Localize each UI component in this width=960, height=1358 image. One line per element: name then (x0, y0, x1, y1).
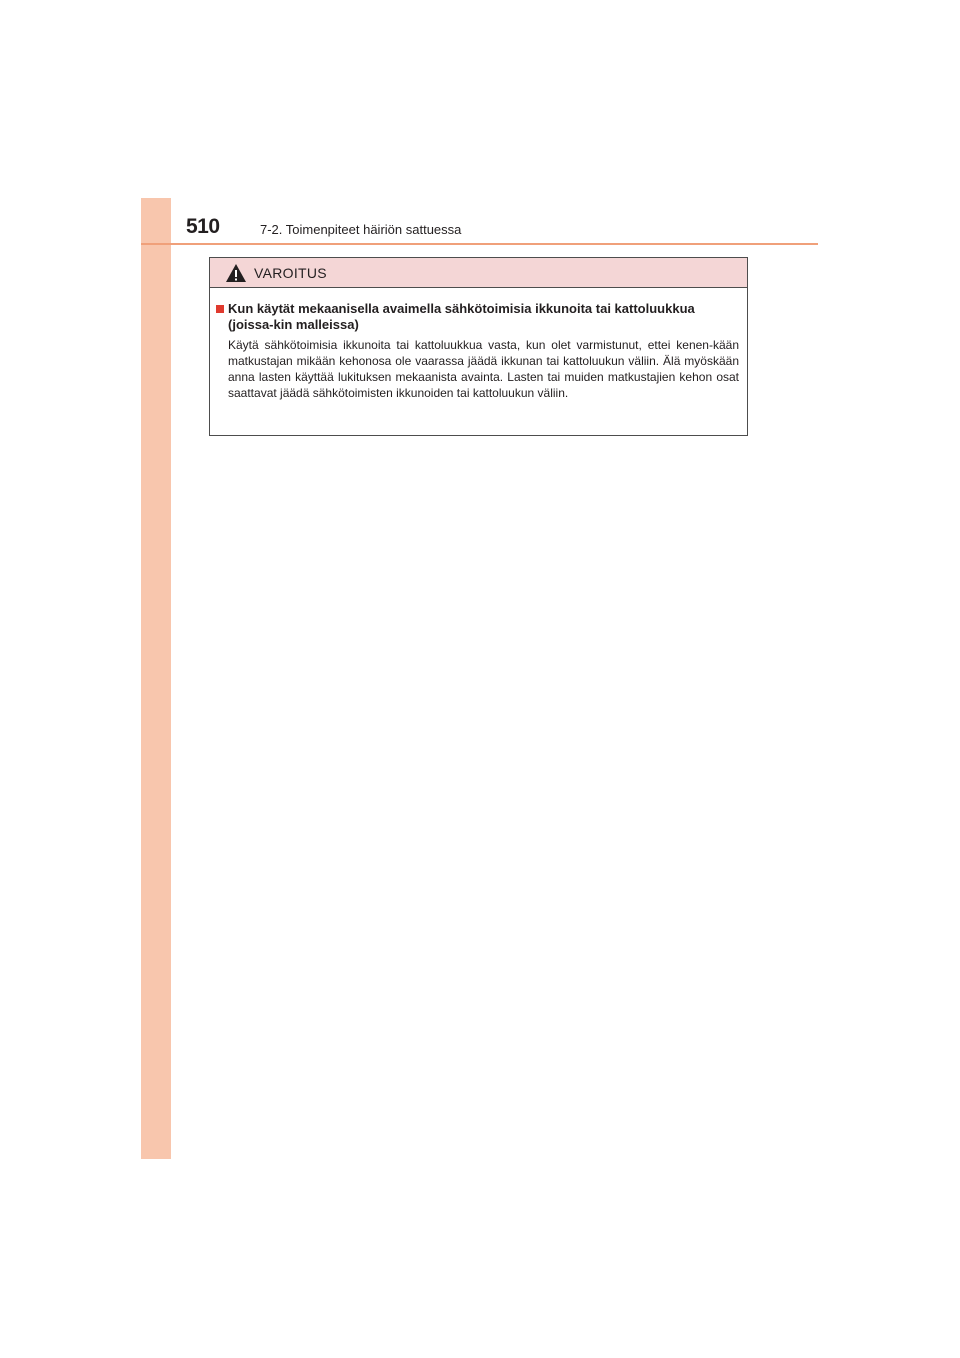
warning-header (210, 258, 747, 288)
section-title: 7-2. Toimenpiteet häiriön sattuessa (260, 222, 462, 237)
chapter-side-tab (141, 198, 171, 1159)
warning-box (209, 257, 748, 436)
header-divider (141, 243, 818, 245)
page-number: 510 (186, 215, 220, 238)
warning-label: VAROITUS (254, 264, 327, 281)
warning-item-text: Käytä sähkötoimisia ikkunoita tai kattoluukkua vasta, kun olet varmistunut, ettei kenen-kään matkustajan mikään kehonosa ole vaarassa jäädä ikkunan tai kattoluukun väliin. Älä myöskään anna lasten käyttää lukituksen mekaanista avainta. Lasten tai muiden matkustajien kehon osat saattavat jäädä sähkötoimisten ikkunoiden tai kattoluukun väliin. (228, 338, 739, 400)
warning-body (210, 288, 747, 401)
square-bullet-icon (216, 305, 224, 313)
warning-item-heading: Kun käytät mekaanisella avaimella sähkötoimisia ikkunoita tai kattoluukkua (joissa-kin malleissa) (228, 301, 695, 332)
warning-triangle-icon (225, 263, 247, 283)
